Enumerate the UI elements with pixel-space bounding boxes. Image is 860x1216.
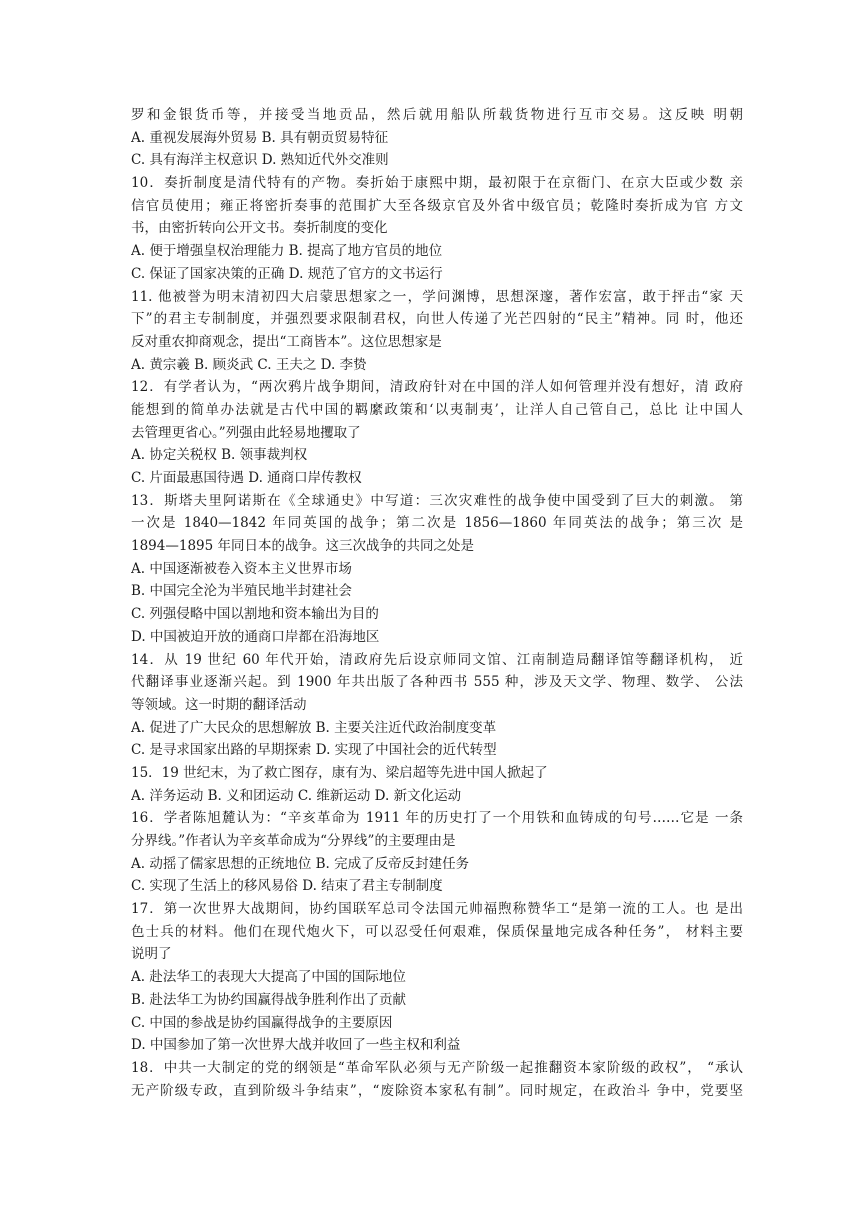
text-line: C. 保证了国家决策的正确 D. 规范了官方的文书运行	[131, 265, 443, 282]
text-line: 下”的君主专制制度，并强烈要求限制君权，向世人传递了光芒四射的“民主”精神。同 时，他还	[131, 311, 743, 328]
text-line: B. 中国完全沦为半殖民地半封建社会	[131, 583, 353, 600]
text-line: 一次是 1840—1842 年同英国的战争；第二次是 1856—1860 年同英法的战争；第三次 是	[131, 515, 743, 532]
text-line: 反对重农抑商观念，提出“工商皆本”。这位思想家是	[131, 333, 442, 350]
text-line: A. 动摇了儒家思想的正统地位 B. 完成了反帝反封建任务	[131, 855, 470, 872]
text-line: 书，由密折转向公开文书。奏折制度的变化	[131, 220, 388, 237]
text-line: 信官员使用；雍正将密折奏事的范围扩大至各级京官及外省中级官员；乾隆时奏折成为官 方文	[131, 197, 743, 214]
exam-text-body	[131, 104, 743, 1102]
text-line: 18．中共一大制定的党的纲领是“革命军队必须与无产阶级一起推翻资本家阶级的政权”， “承认	[131, 1059, 743, 1076]
text-line: A. 中国逐渐被卷入资本主义世界市场	[131, 560, 352, 577]
text-line: 能想到的简单办法就是古代中国的羁縻政策和‘以夷制夷’，让洋人自己管自己，总比 让中国人	[131, 401, 743, 418]
text-line: 分界线。”作者认为辛亥革命成为“分界线”的主要理由是	[131, 833, 456, 849]
text-line: 色士兵的材料。他们在现代炮火下，可以忍受任何艰难，保质保量地完成各种任务”， 材料主要	[131, 923, 743, 940]
text-line: B. 赴法华工为协约国赢得战争胜利作出了贡献	[131, 991, 407, 1008]
text-line: C. 中国的参战是协约国赢得战争的主要原因	[131, 1014, 393, 1031]
text-line: 1894—1895 年同日本的战争。这三次战争的共同之处是	[131, 538, 475, 555]
text-line: 代翻译事业逐渐兴起。到 1900 年共出版了各种西书 555 种，涉及天文学、物理、数学、 公法	[131, 674, 743, 691]
text-line: A. 洋务运动 B. 义和团运动 C. 维新运动 D. 新文化运动	[131, 787, 462, 804]
text-line: C. 片面最惠国待遇 D. 通商口岸传教权	[131, 470, 362, 486]
text-line: 10．奏折制度是清代特有的产物。奏折始于康熙中期，最初限于在京衙门、在京大臣或少数 亲	[131, 175, 743, 192]
text-line: C. 是寻求国家出路的早期探索 D. 实现了中国社会的近代转型	[131, 742, 497, 759]
text-line: 13．斯塔夫里阿诺斯在《全球通史》中写道：三次灾难性的战争使中国受到了巨大的刺激。 第	[131, 492, 743, 509]
text-line: 去管理更省心。”列强由此轻易地攫取了	[131, 424, 361, 441]
text-line: C. 具有海洋主权意识 D. 熟知近代外交准则	[131, 152, 389, 169]
text-line: 17．第一次世界大战期间，协约国联军总司令法国元帅福煦称赞华工“是第一流的工人。也 是出	[131, 901, 743, 918]
text-line: A. 便于增强皇权治理能力 B. 提高了地方官员的地位	[131, 243, 443, 260]
text-line: 说明了	[131, 946, 172, 963]
text-line: A. 黄宗羲 B. 顾炎武 C. 王夫之 D. 李贽	[131, 356, 367, 373]
text-line: D. 中国被迫开放的通商口岸都在沿海地区	[131, 628, 380, 645]
text-line: 11. 他被誉为明末清初四大启蒙思想家之一，学问渊博，思想深邃，著作宏富，敢于抨击“家 天	[131, 288, 743, 305]
text-line: A. 协定关税权 B. 领事裁判权	[131, 447, 308, 464]
text-line: D. 中国参加了第一次世界大战并收回了一些主权和利益	[131, 1037, 461, 1054]
text-line: 14．从 19 世纪 60 年代开始，清政府先后设京师同文馆、江南制造局翻译馆等翻译机构， 近	[131, 651, 743, 668]
text-line: A. 促进了广大民众的思想解放 B. 主要关注近代政治制度变革	[131, 719, 497, 736]
text-line: C. 实现了生活上的移风易俗 D. 结束了君主专制制度	[131, 878, 443, 895]
text-line: 罗和金银货币等，并接受当地贡品，然后就用船队所载货物进行互市交易。这反映 明朝	[131, 107, 743, 123]
text-line: C. 列强侵略中国以割地和资本输出为目的	[131, 606, 379, 623]
text-line: 12．有学者认为，“两次鸦片战争期间，清政府针对在中国的洋人如何管理并没有想好，清 政府	[131, 379, 743, 396]
text-line: A. 重视发展海外贸易 B. 具有朝贡贸易特征	[131, 129, 389, 146]
text-line: 16．学者陈旭麓认为：“辛亥革命为 1911 年的历史打了一个用铁和血铸成的句号……它是 一条	[131, 810, 743, 827]
text-line: 15．19 世纪末，为了救亡图存，康有为、梁启超等先进中国人掀起了	[131, 764, 548, 781]
text-line: A. 赴法华工的表现大大提高了中国的国际地位	[131, 969, 406, 986]
text-line: 等领域。这一时期的翻译活动	[131, 696, 307, 713]
text-line: 无产阶级专政，直到阶级斗争结束”，“废除资本家私有制”。同时规定，在政治斗 争中，党要坚	[131, 1082, 743, 1099]
